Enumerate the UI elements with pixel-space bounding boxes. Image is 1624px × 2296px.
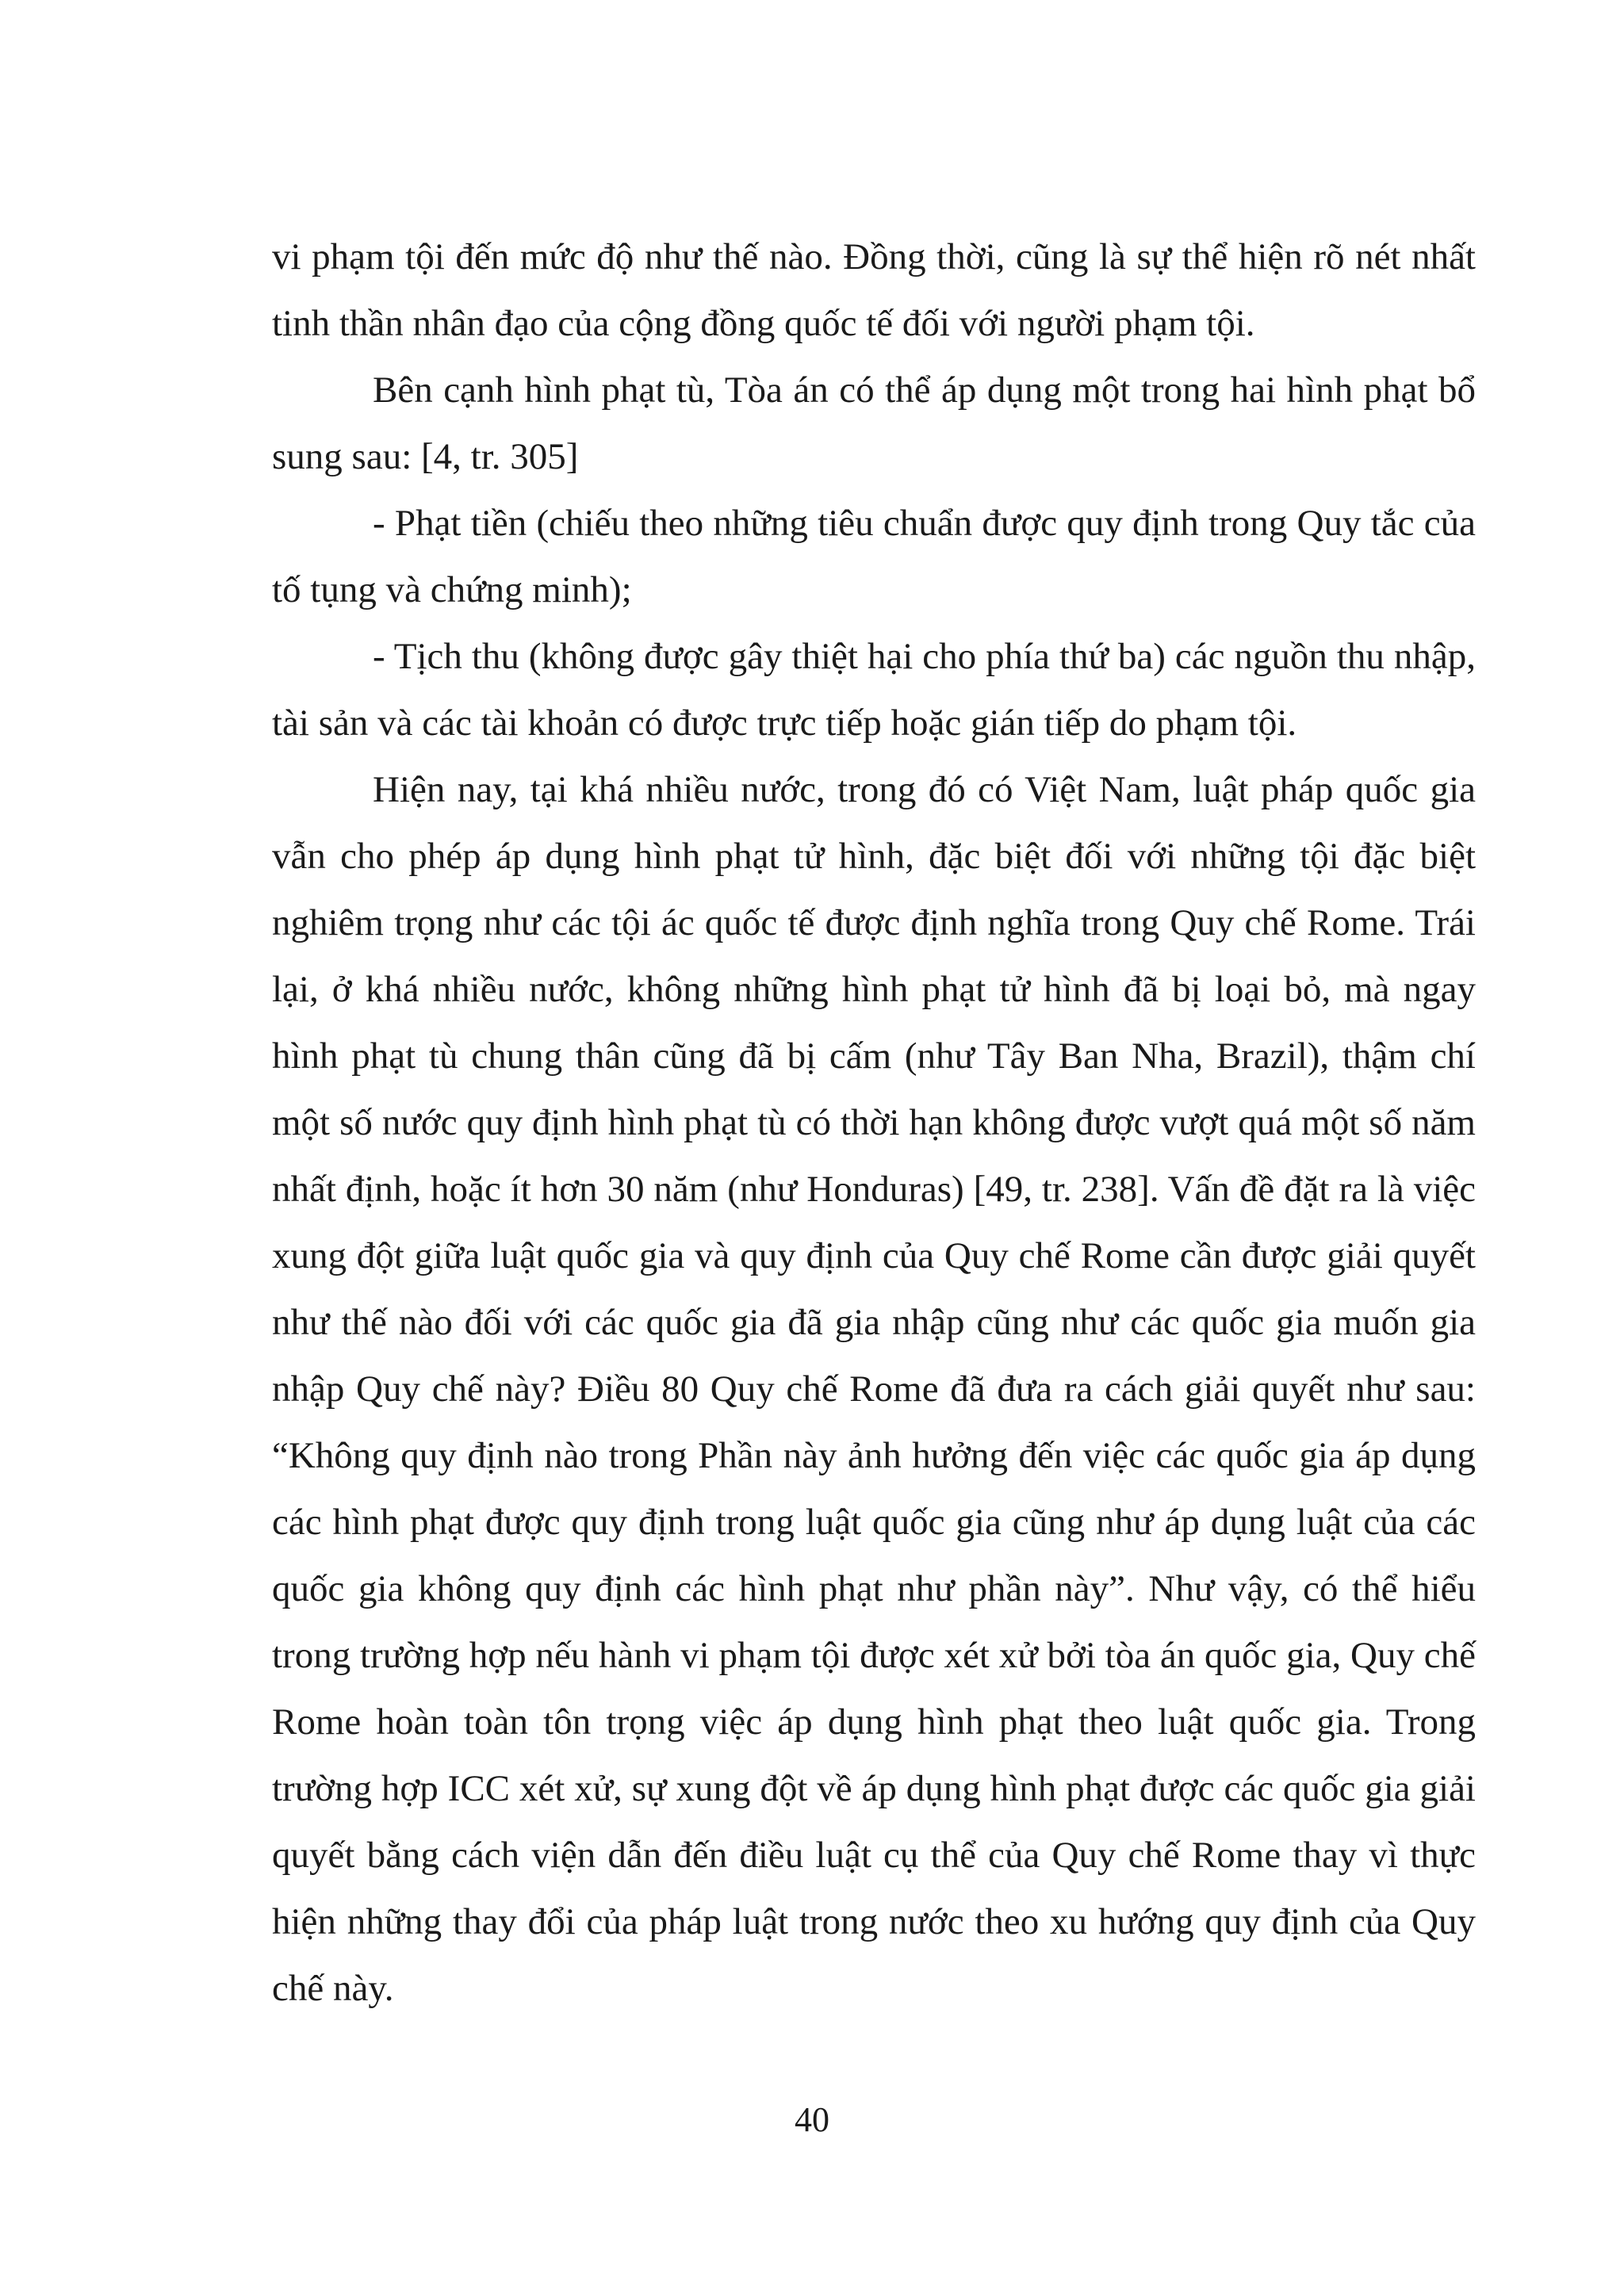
list-item-fine: - Phạt tiền (chiếu theo những tiêu chuẩn được quy định trong Quy tắc của tố tụng và chứng minh); (272, 503, 1476, 610)
page-number: 40 (795, 2100, 829, 2139)
paragraph-additional-penalties: Bên cạnh hình phạt tù, Tòa án có thể áp dụng một trong hai hình phạt bổ sung sau: [4, tr. 305] (272, 369, 1476, 477)
list-item-confiscation: - Tịch thu (không được gây thiệt hại cho phía thứ ba) các nguồn thu nhập, tài sản và các tài khoản có được trực tiếp hoặc gián tiếp do phạm tội. (272, 636, 1476, 744)
paragraph-national-law-conflict: Hiện nay, tại khá nhiều nước, trong đó có Việt Nam, luật pháp quốc gia vẫn cho phép áp dụng hình phạt tử hình, đặc biệt đối với những tội đặc biệt nghiêm trọng như các tội ác quốc tế được định nghĩa trong Quy chế Rome. Trái lại, ở khá nhiều nước, không những hình phạt tử hình đã bị loại bỏ, mà ngay hình phạt tù chung thân cũng đã bị cấm (như Tây Ban Nha, Brazil), thậm chí một số nước quy định hình phạt tù có thời hạn không được vượt quá một số năm nhất định, hoặc ít hơn 30 năm (như Honduras) [49, tr. 238]. Vấn đề đặt ra là việc xung đột giữa luật quốc gia và quy định của Quy chế Rome cần được giải quyết như thế nào đối với các quốc gia đã gia nhập cũng như các quốc gia muốn gia nhập Quy chế này? Điều 80 Quy chế Rome đã đưa ra cách giải quyết như sau: “Không quy định nào trong Phần này ảnh hưởng đến việc các quốc gia áp dụng các hình phạt được quy định trong luật quốc gia cũng như áp dụng luật của các quốc gia không quy định các hình phạt như phần này”. Như vậy, có thể hiểu trong trường hợp nếu hành vi phạm tội được xét xử bởi tòa án quốc gia, Quy chế Rome hoàn toàn tôn trọng việc áp dụng hình phạt theo luật quốc gia. Trong trường hợp ICC xét xử, sự xung đột về áp dụng hình phạt được các quốc gia giải quyết bằng cách viện dẫn đến điều luật cụ thể của Quy chế Rome thay vì thực hiện những thay đổi của pháp luật trong nước theo xu hướng quy định của Quy chế này. (272, 769, 1476, 2009)
paragraph-intro: vi phạm tội đến mức độ như thế nào. Đồng thời, cũng là sự thể hiện rõ nét nhất tinh thần nhân đạo của cộng đồng quốc tế đối với người phạm tội. (272, 236, 1476, 344)
document-body (272, 224, 1476, 2022)
